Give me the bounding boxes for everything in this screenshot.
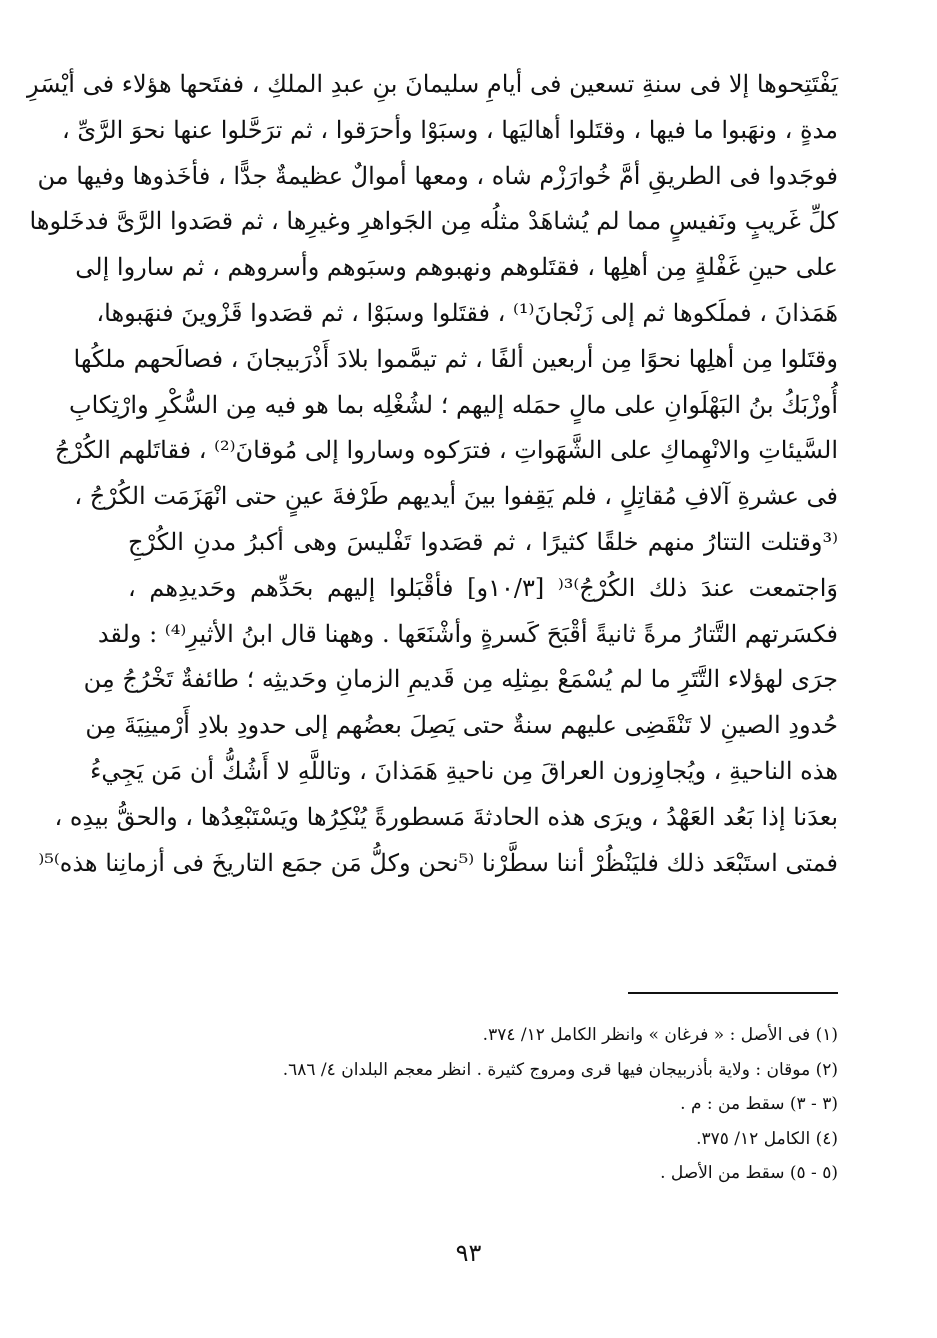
- text-line-4: كلِّ غَريبٍ ونَفيسٍ مما لم يُشاهَدْ مثلُه مِن الجَواهرِ وغيرِها ، ثم قصَدوا الرَّىَّ فدخَلوها: [29, 207, 838, 236]
- text-line-1: يَفْتَتِحوها إلا فى سنةِ تسعين فى أيامِ سليمانَ بنِ عبدِ الملكِ ، ففتَحها هؤلاء فى أيْسَرِ: [26, 70, 838, 98]
- text-line-11: ⁽³وقتلت التتارُ منهم خلقًا كثيرًا ، ثم قصَدوا تَفْليسَ وهى أكبرُ مدنِ الكُرْجِ: [128, 527, 838, 556]
- page-number: ٩٣: [455, 1239, 482, 1267]
- text-line-6: هَمَذانَ ، فملَكوها ثم إلى زَنْجانَ⁽¹⁾ ، فقتَلوا وسبَوْا ، ثم قصَدوا قَزْوينَ فنهَبوها،: [96, 298, 838, 327]
- footnote-1: (١) فى الأصل : « فرغان » وانظر الكامل ١٢/ ٣٧٤.: [482, 1025, 838, 1045]
- footnote-5: (٥ - ٥) سقط من الأصل .: [660, 1163, 838, 1183]
- text-line-8: أُوزْبَكُ بنُ البَهْلَوانِ على مالٍ حمَله إليهم ؛ لشُغْلِه بما هو فيه مِن السُّكْرِ وارْتِكابِ: [68, 390, 838, 419]
- text-line-18: فمتى استَبْعَد ذلك فليَنْظُرْ أننا سطَّرْنا ⁽⁵نحن وكلُّ مَن جمَع التاريخَ فى أزمانِنا هذه⁾⁵⁽: [38, 848, 838, 877]
- footnote-separator: [628, 992, 838, 994]
- text-line-3: فوجَدوا فى الطريقِ أمَّ خُوارَزْم شاه ، ومعها أموالٌ عظيمةٌ جدًّا ، فأخَذوها وفيها من: [37, 161, 838, 190]
- footnotes: [128, 1018, 838, 1191]
- text-line-13: فكسَرتهم التَّتارُ مرةً ثانيةً أقْبَحَ كَسرةٍ وأشْنَعَها . وههنا قال ابنُ الأثيرِ⁽⁴⁾ : ولقد: [97, 619, 838, 648]
- footnote-3: (٣ - ٣) سقط من : م .: [680, 1094, 838, 1114]
- body-text: [26, 62, 838, 886]
- text-line-14: جرَى لهؤلاء التَّتَرِ ما لم يُسْمَعْ بمِثلِه مِن قَديمِ الزمانِ وحَديثِه ؛ طائفةٌ تَخْرُجُ مِن: [83, 665, 838, 694]
- text-line-10: فى عشرةِ آلافِ مُقاتِلٍ ، فلم يَقِفوا بينَ أيديهم طَرْفةَ عينٍ حتى انْهَزَمَت الكُرْجُ ،: [74, 482, 838, 511]
- footnote-4: (٤) الكامل ١٢/ ٣٧٥.: [696, 1128, 838, 1149]
- text-line-15: حُدودِ الصينِ لا تَنْقَضِى عليهم سنةٌ حتى يَصِلَ بعضُهم إلى حدودِ بلادِ أَرْمينِيَةَ مِن: [85, 711, 838, 740]
- text-line-17: بعدَنا إذا بَعُد العَهْدُ ، ويرَى هذه الحادثةَ مَسطورةً يُنْكِرُها ويَسْتَبْعِدُها ، والحقُّ بيدِه ،: [54, 802, 838, 831]
- text-line-9: السَّيئاتِ والانْهِماكِ على الشَّهَواتِ ، فترَكوه وساروا إلى مُوقانَ⁽²⁾ ، فقاتَلهم الكُرْجُ: [54, 436, 838, 465]
- text-line-2: مدةٍ ، ونهَبوا ما فيها ، وقتَلوا أهاليَها ، وسبَوْا وأحرَقوا ، ثم ترَحَّلوا عنها نحوَ الرَّىِّ ،: [61, 115, 838, 144]
- footnote-2: (٢) موقان : ولاية بأذربيجان فيها قرى ومروج كثيرة . انظر معجم البلدان ٤/ ٦٨٦.: [282, 1059, 838, 1080]
- text-line-7: وقتَلوا مِن أهلِها نحوًا مِن أربعين ألفًا ، ثم تيمَّموا بلادَ أَذْرَبيجانَ ، فصالَحهم ملكُها: [73, 344, 838, 373]
- text-line-12: وَاجتمعت عندَ ذلك الكُرْجُ⁾³⁽ [١٠/٣و] فأقْبَلوا إليهم بحَدِّهم وحَديدِهم ،: [128, 573, 838, 602]
- text-line-16: هذه الناحيةِ ، ويُجاوِزون العراقَ مِن ناحيةِ هَمَذانَ ، وتاللَّهِ لا أَشُكُّ أن مَن يَجِيءُ: [90, 756, 838, 785]
- text-line-5: على حينِ غَفْلةٍ مِن أهلِها ، فقتَلوهم ونهبوهم وسبَوهم وأسروهم ، ثم ساروا إلى: [75, 253, 838, 282]
